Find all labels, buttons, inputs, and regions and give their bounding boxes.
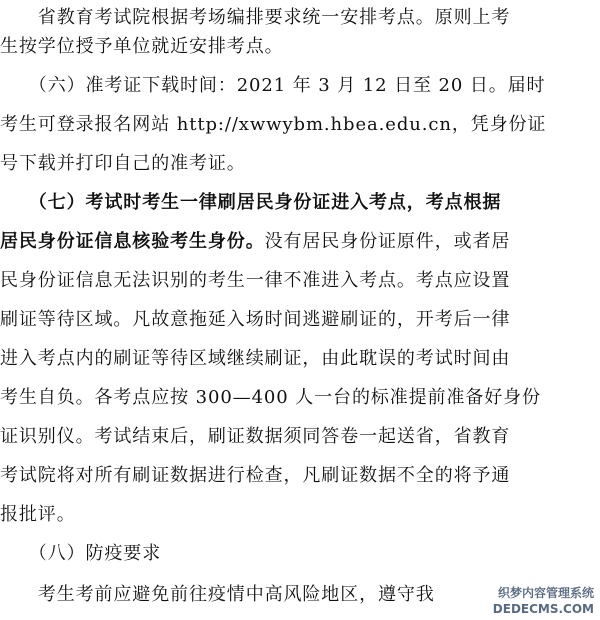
paragraph-3-line-1: （七）考试时考生一律刷居民身份证进入考点，考点根据	[0, 192, 502, 213]
watermark-line-2: DEDECMS.COM	[492, 602, 594, 616]
paragraph-1-line-1: 省教育考试院根据考场编排要求统一安排考点。原则上考	[0, 7, 511, 28]
paragraph-3-line-2-normal-text: 没有居民身份证原件，或者居	[264, 231, 511, 252]
paragraph-3-line-2-bold-text: 居民身份证信息核验考生身份。	[0, 231, 265, 252]
paragraph-4-line-1: （八）防疫要求	[0, 543, 162, 564]
paragraph-3-line-3: 民身份证信息无法识别的考生一律不准进入考点。考点应设置	[0, 270, 511, 291]
paragraph-2-line-2: 考生可登录报名网站 http://xwwybm.hbea.edu.cn，凭身份证	[0, 114, 547, 135]
paragraph-2-line-1: （六）准考证下载时间：2021 年 3 月 12 日至 20 日。届时	[0, 75, 546, 96]
paragraph-3-line-7: 证识别仪。考试结束后，刷证数据须同答卷一起送省，省教育	[0, 426, 511, 447]
watermark-line-1: 织梦内容管理系统	[497, 586, 594, 600]
paragraph-3-line-4: 刷证等待区域。凡故意拖延入场时间逃避刷证的，开考后一律	[0, 309, 511, 330]
paragraph-3-line-9: 报批评。	[0, 504, 76, 525]
paragraph-3-line-5: 进入考点内的刷证等待区域继续刷证，由此耽误的考试时间由	[0, 348, 511, 369]
paragraph-2-line-3: 号下载并打印自己的准考证。	[0, 153, 246, 174]
paragraph-3-line-2	[0, 230, 510, 254]
paragraph-5-line-1: 考生考前应避免前往疫情中高风险地区，遵守我	[0, 584, 435, 605]
paragraph-1-line-2: 生按学位授予单位就近安排考点。	[0, 36, 284, 57]
paragraph-3-line-8: 考试院将对所有刷证数据进行检查，凡刷证数据不全的将予通	[0, 465, 511, 486]
paragraph-3-line-6: 考生自负。各考点应按 300—400 人一台的标准提前准备好身份	[0, 387, 541, 408]
